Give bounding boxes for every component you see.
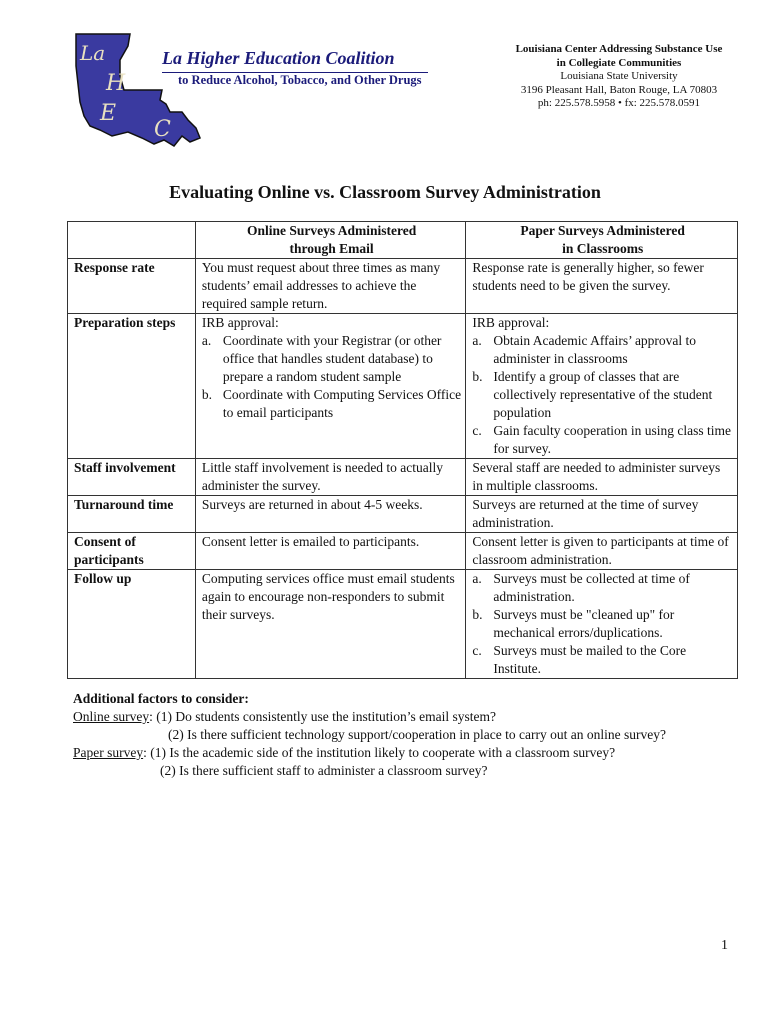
step-item: a. Coordinate with your Registrar (or other office that handles student database) to prepare a random student sample <box>223 332 462 386</box>
logo-letter-c: C <box>154 117 171 142</box>
step-item: b. Identify a group of classes that are collectively representative of the student population <box>493 368 733 422</box>
online-cell <box>195 314 466 459</box>
step-item: b. Surveys must be "cleaned up" for mechanical errors/duplications. <box>493 606 733 642</box>
cell-text: Consent letter is emailed to participants. <box>201 534 420 549</box>
step-list <box>202 332 462 422</box>
row-label: Preparation steps <box>68 314 196 459</box>
cell-text: Response rate is generally higher, so fewer students need to be given the survey. <box>472 260 704 293</box>
online-cell <box>195 570 466 679</box>
paper-cell <box>466 533 738 570</box>
cell-text: Computing services office must email students again to encourage non-responders to submit their surveys. <box>201 571 455 622</box>
cell-text: Several staff are needed to administer surveys in multiple classrooms. <box>472 460 721 493</box>
step-item: c. Gain faculty cooperation in using class time for survey. <box>493 422 733 458</box>
online-cell <box>195 496 466 533</box>
column-header-paper: Paper Surveys Administered in Classrooms <box>466 222 738 259</box>
logo-letter-la: La <box>80 41 106 65</box>
paper-cell <box>466 459 738 496</box>
online-q1-text: : (1) Do students consistently use the institution’s email system? <box>149 709 496 724</box>
online-question-2: (2) Is there sufficient technology support/cooperation in place to carry out an online survey? <box>168 727 666 742</box>
table-row <box>68 496 738 533</box>
step-item: c. Surveys must be mailed to the Core Institute. <box>493 642 733 678</box>
step-list <box>472 332 733 458</box>
row-label: Staff involvement <box>68 459 196 496</box>
row-label: Consent of participants <box>68 533 196 570</box>
paper-survey-label: Paper survey <box>73 745 144 760</box>
paper-question-2: (2) Is there sufficient staff to administer a classroom survey? <box>160 763 488 778</box>
cell-text: Consent letter is given to participants at time of classroom administration. <box>472 534 729 567</box>
address-line: Louisiana Center Addressing Substance Use <box>515 43 723 55</box>
paper-question-1 <box>73 744 666 762</box>
column-header <box>68 222 196 259</box>
cell-text: IRB approval: <box>472 315 550 330</box>
step-item: a. Surveys must be collected at time of administration. <box>493 570 733 606</box>
online-cell <box>195 459 466 496</box>
coalition-title: La Higher Education Coalition <box>162 48 395 68</box>
paper-q1-text: : (1) Is the academic side of the institution likely to cooperate with a classroom survey? <box>143 745 616 760</box>
paper-cell <box>466 314 738 459</box>
logo-letter-e: E <box>100 101 117 126</box>
center-address <box>494 43 744 111</box>
document-title: Evaluating Online vs. Classroom Survey Administration <box>169 182 601 202</box>
column-header-online: Online Surveys Administered through Email <box>195 222 466 259</box>
comparison-table <box>67 221 738 679</box>
online-question-1 <box>73 708 666 726</box>
address-line: Louisiana State University <box>560 70 678 82</box>
step-item: a. Obtain Academic Affairs’ approval to administer in classrooms <box>493 332 733 368</box>
table-row <box>68 259 738 314</box>
row-label: Follow up <box>68 570 196 679</box>
paper-cell <box>466 570 738 679</box>
address-line: in Collegiate Communities <box>556 56 682 69</box>
page-number: 1 <box>721 938 728 953</box>
cell-text: IRB approval: <box>201 315 279 330</box>
table-row <box>68 570 738 679</box>
table-header-row <box>68 222 738 259</box>
online-cell <box>195 533 466 570</box>
table-row <box>68 314 738 459</box>
step-item: b. Coordinate with Computing Services Office to email participants <box>223 386 462 422</box>
cell-text: Surveys are returned at the time of survey administration. <box>472 497 699 530</box>
cell-text: You must request about three times as many students’ email addresses to achieve the required sample return. <box>201 260 441 311</box>
cell-text: Surveys are returned in about 4-5 weeks. <box>201 497 423 512</box>
online-cell <box>195 259 466 314</box>
address-line: 3196 Pleasant Hall, Baton Rouge, LA 70803 <box>520 83 718 96</box>
table-row <box>68 533 738 570</box>
logo-letter-h: H <box>106 71 126 96</box>
cell-text: Little staff involvement is needed to actually administer the survey. <box>201 460 444 493</box>
step-list <box>472 570 733 678</box>
address-line: ph: 225.578.5958 • fx: 225.578.0591 <box>537 97 701 109</box>
additional-heading: Additional factors to consider: <box>73 691 249 706</box>
row-label: Response rate <box>68 259 196 314</box>
online-survey-label: Online survey <box>73 709 150 724</box>
row-label: Turnaround time <box>68 496 196 533</box>
paper-cell <box>466 496 738 533</box>
table-row <box>68 459 738 496</box>
coalition-subtitle: to Reduce Alcohol, Tobacco, and Other Drugs <box>178 73 422 87</box>
additional-factors <box>73 690 666 780</box>
paper-cell <box>466 259 738 314</box>
